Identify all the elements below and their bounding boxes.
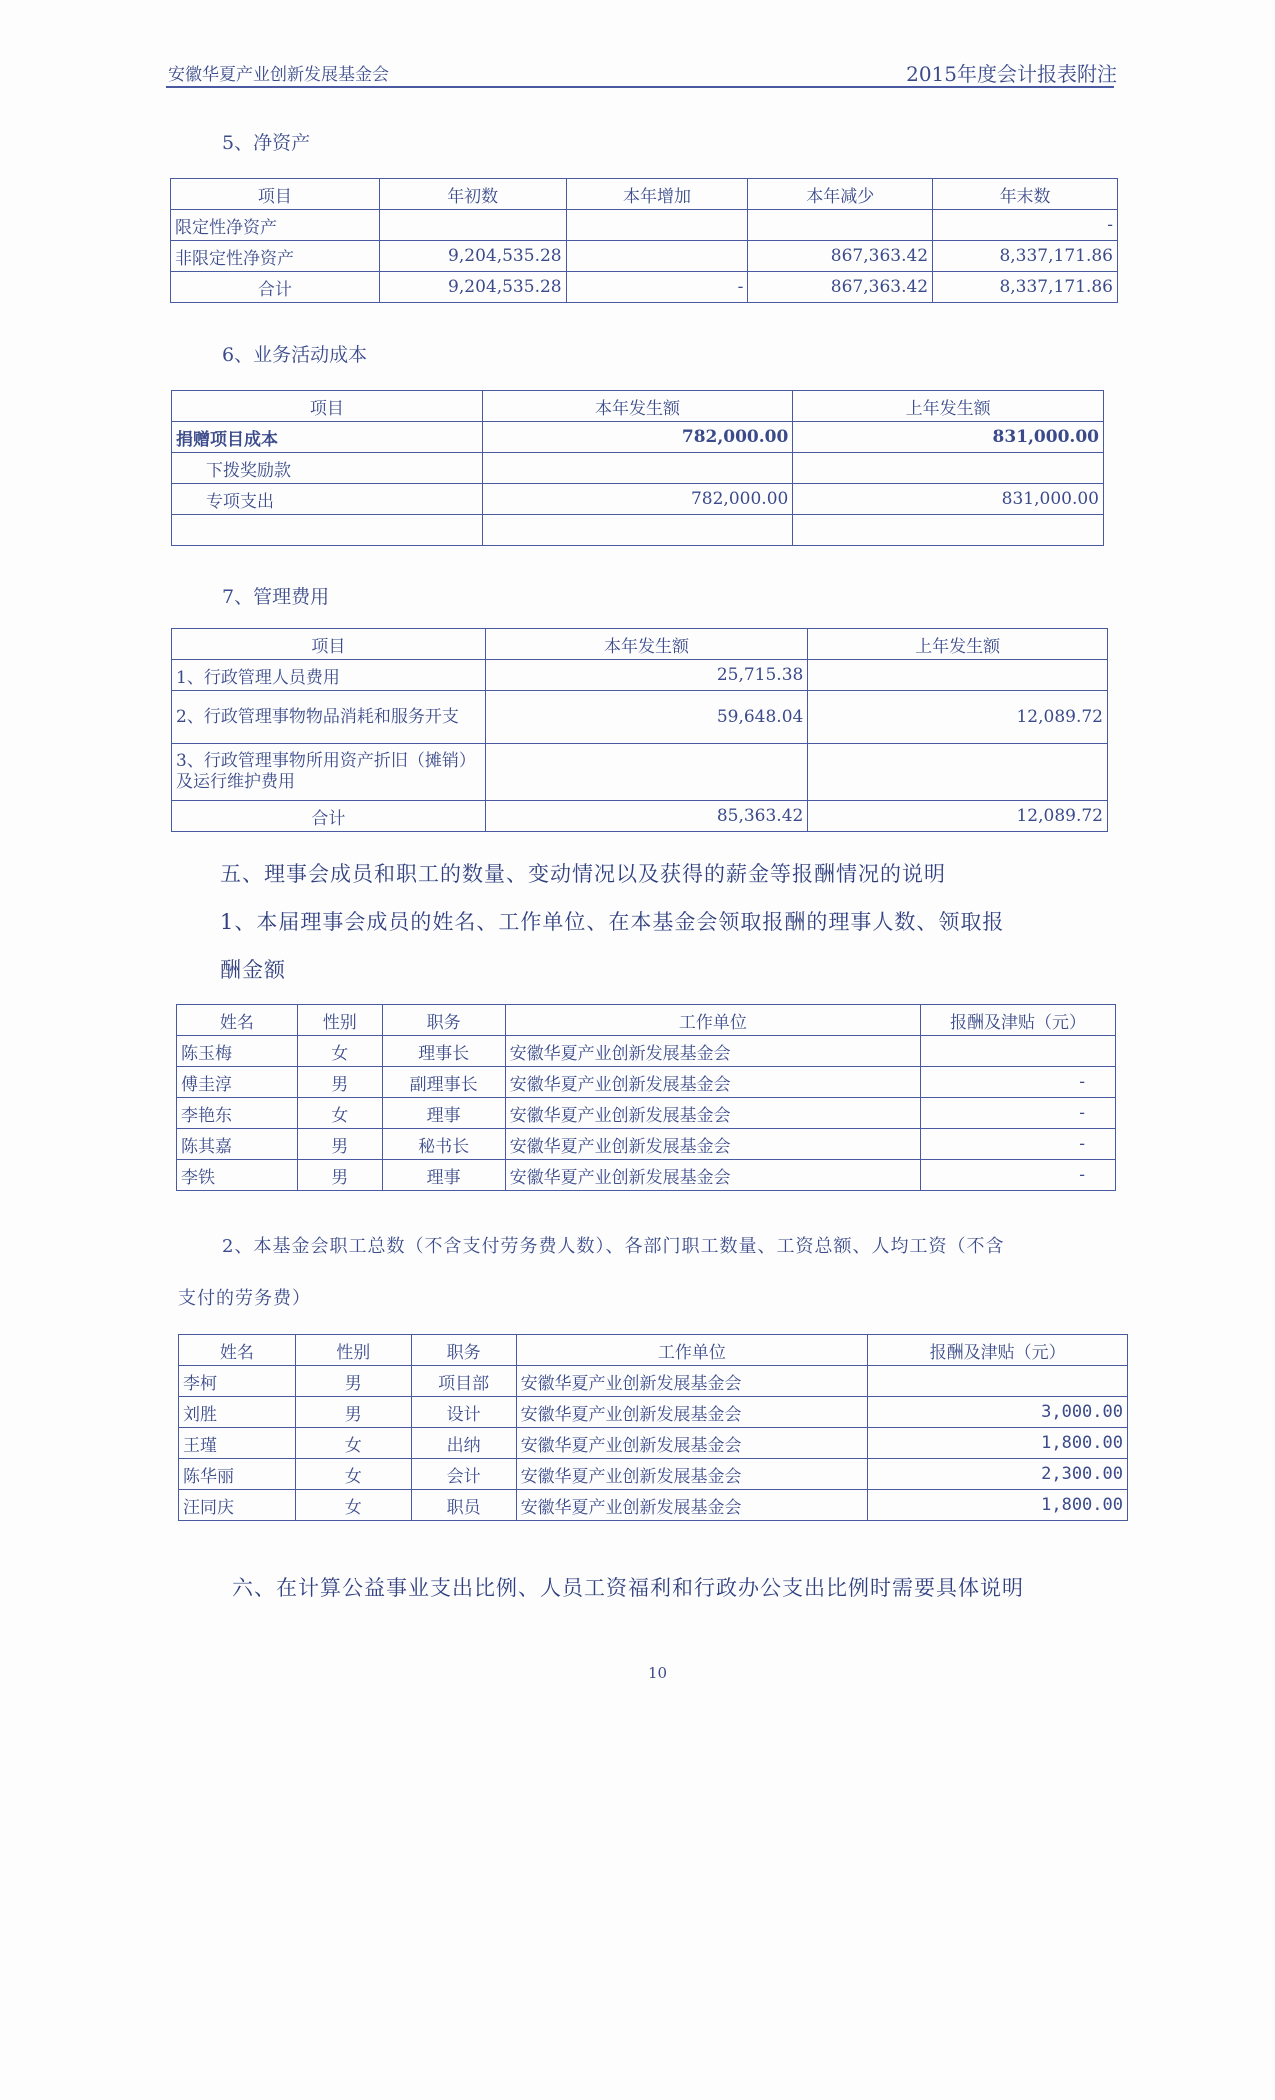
table-row: [179, 1459, 1128, 1490]
cell: 男: [297, 1160, 382, 1191]
cell: 王瑾: [179, 1428, 296, 1459]
table-row: [172, 453, 1104, 484]
cell: 理事: [382, 1160, 505, 1191]
table-row: [172, 515, 1104, 546]
cell: 867,363.42: [748, 241, 933, 272]
table-row: [179, 1490, 1128, 1521]
table-row: [177, 1098, 1116, 1129]
cell: 女: [297, 1036, 382, 1067]
cell: 秘书长: [382, 1129, 505, 1160]
cell: 9,204,535.28: [379, 241, 566, 272]
col-header: 性别: [295, 1335, 411, 1366]
table-header-row: [179, 1335, 1128, 1366]
cell: 安徽华夏产业创新发展基金会: [505, 1160, 921, 1191]
col-header: 姓名: [177, 1005, 298, 1036]
col-header: 工作单位: [505, 1005, 921, 1036]
col-header: 报酬及津贴（元）: [921, 1005, 1116, 1036]
cell: 理事: [382, 1098, 505, 1129]
col-header: 性别: [297, 1005, 382, 1036]
cell: 2、行政管理事物物品消耗和服务开支: [172, 691, 486, 744]
cell: 3、行政管理事物所用资产折旧（摊销）及运行维护费用: [172, 744, 486, 801]
cell: -: [566, 272, 748, 303]
cell: 职员: [411, 1490, 516, 1521]
section-6-title: 6、业务活动成本: [222, 344, 368, 366]
col-header: 上年发生额: [793, 391, 1104, 422]
cell: 831,000.00: [793, 484, 1104, 515]
table-row: [172, 691, 1108, 744]
col-header: 上年发生额: [808, 629, 1108, 660]
cell: [793, 515, 1104, 546]
cell: 女: [295, 1459, 411, 1490]
cell: [921, 1036, 1116, 1067]
cell: 1,800.00: [868, 1428, 1128, 1459]
cell: 安徽华夏产业创新发展基金会: [505, 1129, 921, 1160]
table-row-total: [171, 272, 1118, 303]
cell: 3,000.00: [868, 1397, 1128, 1428]
cell: 8,337,171.86: [933, 241, 1118, 272]
cell: 867,363.42: [748, 272, 933, 303]
table-row: [179, 1397, 1128, 1428]
cell: 陈其嘉: [177, 1129, 298, 1160]
board-members-table: [176, 1004, 1116, 1191]
cell: [482, 515, 793, 546]
cell: 限定性净资产: [171, 210, 380, 241]
cell: 女: [295, 1490, 411, 1521]
table-row: [179, 1366, 1128, 1397]
page-number: 10: [648, 1664, 668, 1682]
cell: 831,000.00: [793, 422, 1104, 453]
cell: 理事长: [382, 1036, 505, 1067]
cell: [868, 1366, 1128, 1397]
table-row: [171, 241, 1118, 272]
cell: [566, 241, 748, 272]
cell: 女: [295, 1428, 411, 1459]
cell: 会计: [411, 1459, 516, 1490]
col-header: 本年增加: [566, 179, 748, 210]
cell: 项目部: [411, 1366, 516, 1397]
table-row: [171, 210, 1118, 241]
table-row: [172, 484, 1104, 515]
cell: 李艳东: [177, 1098, 298, 1129]
cell: [808, 744, 1108, 801]
table-row: [177, 1160, 1116, 1191]
cell: 设计: [411, 1397, 516, 1428]
cell: 非限定性净资产: [171, 241, 380, 272]
cell: 安徽华夏产业创新发展基金会: [505, 1036, 921, 1067]
cell: 782,000.00: [482, 422, 793, 453]
cell: 8,337,171.86: [933, 272, 1118, 303]
col-header: 项目: [172, 391, 483, 422]
col-header: 本年发生额: [482, 391, 793, 422]
table-row: [177, 1067, 1116, 1098]
col-header: 项目: [172, 629, 486, 660]
cell: [485, 744, 808, 801]
col-header: 项目: [171, 179, 380, 210]
cell: 安徽华夏产业创新发展基金会: [516, 1428, 868, 1459]
section-five-para2-line1: 2、本基金会职工总数（不含支付劳务费人数）、各部门职工数量、工资总额、人均工资（不含: [222, 1236, 1005, 1257]
cell: [379, 210, 566, 241]
cell: 安徽华夏产业创新发展基金会: [516, 1366, 868, 1397]
staff-table: [178, 1334, 1128, 1521]
section-six-title: 六、在计算公益事业支出比例、人员工资福利和行政办公支出比例时需要具体说明: [232, 1576, 1024, 1600]
section-7-title: 7、管理费用: [222, 586, 330, 608]
section-5-title: 5、净资产: [222, 132, 311, 154]
col-header: 职务: [411, 1335, 516, 1366]
header-org: 安徽华夏产业创新发展基金会: [168, 65, 389, 85]
cell: 捐赠项目成本: [172, 422, 483, 453]
table-row-total: [172, 801, 1108, 832]
header-divider: [166, 86, 1114, 88]
cell: -: [933, 210, 1118, 241]
cell: 2,300.00: [868, 1459, 1128, 1490]
business-cost-table: [171, 390, 1104, 546]
cell: 陈玉梅: [177, 1036, 298, 1067]
table-row: [179, 1428, 1128, 1459]
cell: 陈华丽: [179, 1459, 296, 1490]
cell: [748, 210, 933, 241]
cell: [808, 660, 1108, 691]
cell: 副理事长: [382, 1067, 505, 1098]
table-row: [177, 1036, 1116, 1067]
table-header-row: [171, 179, 1118, 210]
cell: [793, 453, 1104, 484]
col-header: 报酬及津贴（元）: [868, 1335, 1128, 1366]
col-header: 本年减少: [748, 179, 933, 210]
cell: [566, 210, 748, 241]
cell: 刘胜: [179, 1397, 296, 1428]
cell: -: [921, 1160, 1116, 1191]
col-header: 年末数: [933, 179, 1118, 210]
cell: 安徽华夏产业创新发展基金会: [505, 1098, 921, 1129]
cell: 男: [295, 1397, 411, 1428]
cell: 59,648.04: [485, 691, 808, 744]
cell: 合计: [171, 272, 380, 303]
net-assets-table: [170, 178, 1118, 303]
cell: [172, 515, 483, 546]
cell: 男: [295, 1366, 411, 1397]
cell: 出纳: [411, 1428, 516, 1459]
section-five-title: 五、理事会成员和职工的数量、变动情况以及获得的薪金等报酬情况的说明: [220, 862, 946, 886]
cell: -: [921, 1098, 1116, 1129]
section-five-para2-line2: 支付的劳务费）: [178, 1288, 311, 1309]
cell: 9,204,535.28: [379, 272, 566, 303]
header-report-title: 2015年度会计报表附注: [906, 62, 1117, 86]
section-five-para1-line2: 酬金额: [220, 958, 286, 982]
cell: 安徽华夏产业创新发展基金会: [516, 1397, 868, 1428]
cell: 汪同庆: [179, 1490, 296, 1521]
cell: -: [921, 1067, 1116, 1098]
cell: 李柯: [179, 1366, 296, 1397]
cell: 安徽华夏产业创新发展基金会: [516, 1490, 868, 1521]
table-header-row: [177, 1005, 1116, 1036]
cell: 安徽华夏产业创新发展基金会: [505, 1067, 921, 1098]
cell: 合计: [172, 801, 486, 832]
admin-expense-table: [171, 628, 1108, 832]
table-row: [172, 660, 1108, 691]
table-header-row: [172, 391, 1104, 422]
col-header: 姓名: [179, 1335, 296, 1366]
cell: 1、行政管理人员费用: [172, 660, 486, 691]
cell: 专项支出: [172, 484, 483, 515]
cell: 25,715.38: [485, 660, 808, 691]
cell: 1,800.00: [868, 1490, 1128, 1521]
cell: [482, 453, 793, 484]
table-row: [172, 422, 1104, 453]
cell: 85,363.42: [485, 801, 808, 832]
cell: 傅圭淳: [177, 1067, 298, 1098]
cell: 下拨奖励款: [172, 453, 483, 484]
col-header: 职务: [382, 1005, 505, 1036]
table-row: [172, 744, 1108, 801]
col-header: 年初数: [379, 179, 566, 210]
col-header: 本年发生额: [485, 629, 808, 660]
cell: -: [921, 1129, 1116, 1160]
cell: 782,000.00: [482, 484, 793, 515]
cell: 12,089.72: [808, 801, 1108, 832]
col-header: 工作单位: [516, 1335, 868, 1366]
cell: 安徽华夏产业创新发展基金会: [516, 1459, 868, 1490]
cell: 男: [297, 1067, 382, 1098]
table-row: [177, 1129, 1116, 1160]
section-five-para1-line1: 1、本届理事会成员的姓名、工作单位、在本基金会领取报酬的理事人数、领取报: [220, 910, 1005, 934]
cell: 李铁: [177, 1160, 298, 1191]
cell: 12,089.72: [808, 691, 1108, 744]
table-header-row: [172, 629, 1108, 660]
cell: 女: [297, 1098, 382, 1129]
cell: 男: [297, 1129, 382, 1160]
